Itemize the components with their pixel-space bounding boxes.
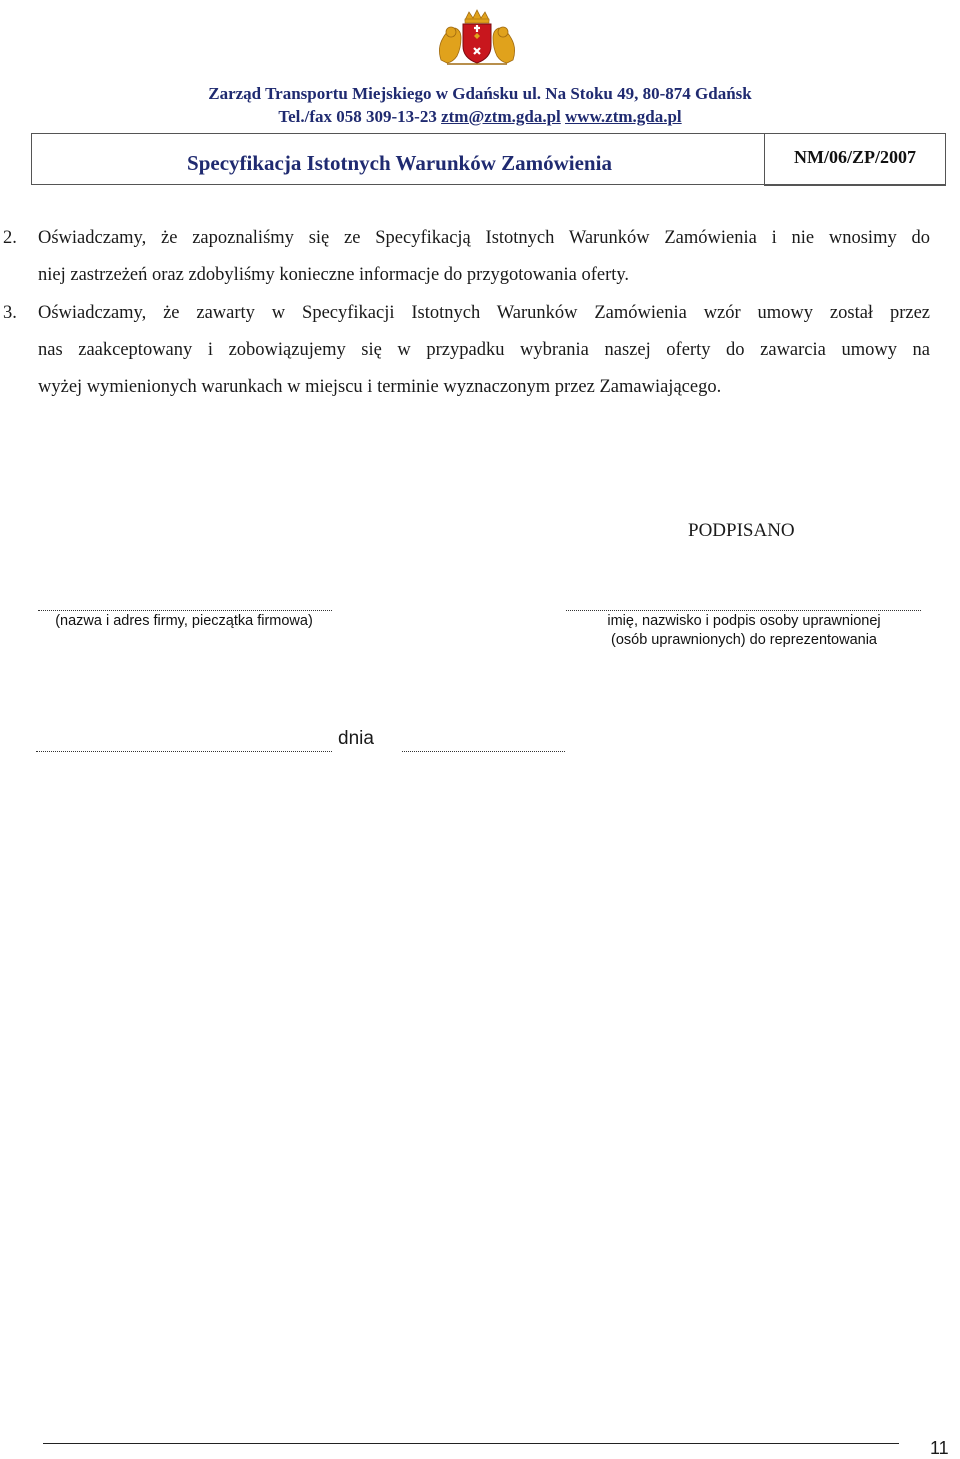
date-line [402,751,565,752]
statement-2 [3,220,930,294]
gdansk-coat-of-arms-icon [427,8,527,66]
signed-label: PODPISANO [688,520,795,541]
place-line [36,751,332,752]
organization-contact [0,107,960,127]
email-link[interactable]: ztm@ztm.gda.pl [441,107,561,126]
statement-number: 3. [3,303,17,323]
spec-title: Specyfikacja Istotnych Warunków Zamówienia [187,151,612,175]
company-caption: (nazwa i adres firmy, pieczątka firmowa) [55,613,313,629]
page-number: 11 [930,1438,949,1458]
statement-number: 2. [3,228,17,248]
statement-3 [3,295,930,406]
statement-line: wyżej wymienionych warunkach w miejscu i terminie wyznaczonym przez Zamawiającego. [38,377,722,397]
statement-line: Oświadczamy, że zapoznaliśmy się ze Specyfikacją Istotnych Warunków Zamówienia i nie wnosimy do [38,228,930,248]
statement-line: niej zastrzeżeń oraz zdobyliśmy konieczne informacje do przygotowania oferty. [38,265,630,285]
statement-line: nas zaakceptowany i zobowiązujemy się w przypadku wybrania naszej oferty do zawarcia umowy na [38,340,930,360]
statement-line: Oświadczamy, że zawarty w Specyfikacji Istotnych Warunków Zamówienia wzór umowy został przez [38,303,930,323]
organization-address: Zarząd Transportu Miejskiego w Gdańsku ul. Na Stoku 49, 80-874 Gdańsk [208,84,752,103]
representative-caption-line: (osób uprawnionych) do reprezentowania [611,632,877,648]
footer-rule [43,1443,899,1444]
date-label: dnia [338,728,374,749]
phone-fax: Tel./fax 058 309-13-23 [278,107,437,126]
company-signature-line [38,610,332,611]
representative-caption-line: imię, nazwisko i podpis osoby uprawnionej [607,613,881,629]
website-link[interactable]: www.ztm.gda.pl [565,107,682,126]
spec-code: NM/06/ZP/2007 [794,147,916,167]
representative-signature-line [566,610,921,611]
representative-caption [560,612,928,650]
